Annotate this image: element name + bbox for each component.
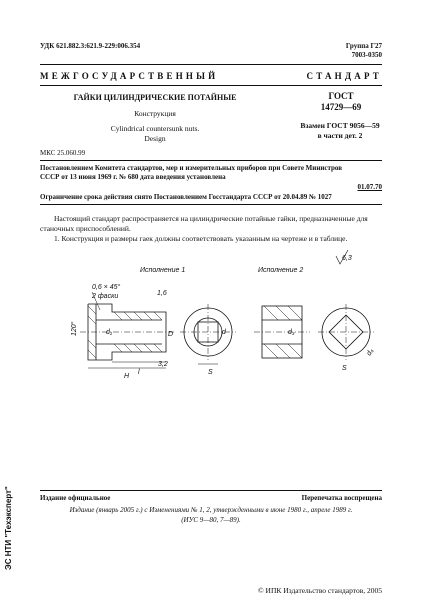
official-edition: Издание официальное [40,494,111,502]
banner-rule [40,85,382,86]
version1-label: Исполнение 1 [140,267,186,274]
title-ru: ГАЙКИ ЦИЛИНДРИЧЕСКИЕ ПОТАЙНЫЕ [73,93,237,102]
d1-label: d₁ [106,329,113,336]
sidebar-watermark: ЭС НТИ "Техэксперт" [4,486,13,570]
reprint-prohibited: Перепечатка воспрещена [301,494,382,502]
replaces-part: в части дет. 2 [317,131,363,140]
gost-label: ГОСТ [328,91,354,101]
roughness-3-2: 3,2 [158,361,168,368]
version1-end-view [180,304,236,364]
dim-d2-label: d [222,329,226,336]
dim-l-label: l [138,369,140,376]
version2-end-view [318,250,374,360]
dim-s-label: S [208,369,213,376]
dim-d4-label: d₄ [365,347,376,357]
roughness-6-3: 6,3 [342,255,352,262]
title-en-sub: Design [144,134,166,143]
roughness-1-6: 1,6 [157,290,167,297]
title-en: Cylindrical countersunk nuts. [110,124,200,133]
group-code: Группа Г27 [345,42,382,50]
title-ru-sub: Конструкция [134,109,176,118]
version1-section [80,292,174,368]
top-rule [40,64,382,65]
restriction-text: Ограничение срока действия снято Постановлением Госстандарта СССР от 20.04.89 № 1027 [40,193,332,201]
decree-text: Постановлением Комитета стандартов, мер и измерительных приборов при Совете Министров СССР от 13 июня 1969 г. № 680 дата введения установлена [40,164,343,181]
intro-date: 01.07.70 [357,183,382,191]
dim-s1-label: S [342,365,347,372]
gost-number: 14729—69 [320,102,362,112]
nut-drawing [40,250,382,380]
replaces: Взамен ГОСТ 9056—59 [300,121,380,130]
restriction-rule [40,204,382,205]
okp-code: 7003-0350 [351,51,382,59]
dim-d-label: D [168,331,174,338]
udk-code: УДК 621.882.3:621.9-229:006.354 [40,42,141,50]
edition-note: Издание (январь 2005 г.) с Изменениями № 1, 2, утвержденными в июне 1980 г., апреле 1989 г. [69,506,353,514]
mks-rule [40,160,382,161]
paragraph-construction: 1. Конструкция и размеры гаек должны соответствовать указанным на чертеже и в таблице. [54,234,348,243]
version2-label: Исполнение 2 [258,267,304,274]
paragraph-scope: Настоящий стандарт распространяется на цилиндрические потайные гайки, предназначенные для станочных приспособлений. [40,214,368,233]
d3-label: d₃ [288,329,295,336]
banner: МЕЖГОСУДАРСТВЕННЫЙ СТАНДАРТ [40,71,382,81]
mks-code: МКС 25.060.99 [40,149,86,157]
chamfer-note: 2 фаски [92,293,119,300]
version2-section [254,306,310,358]
footer-rule [40,490,382,491]
chamfer-label: 0,6 × 45° [92,284,121,291]
copyright: © ИПК Издательство стандартов, 2005 [257,586,382,595]
dim-h-label: H [124,373,130,380]
angle-120-label: 120° [71,321,78,336]
ius-note: (ИУС 9—80, 7—89). [181,516,241,524]
